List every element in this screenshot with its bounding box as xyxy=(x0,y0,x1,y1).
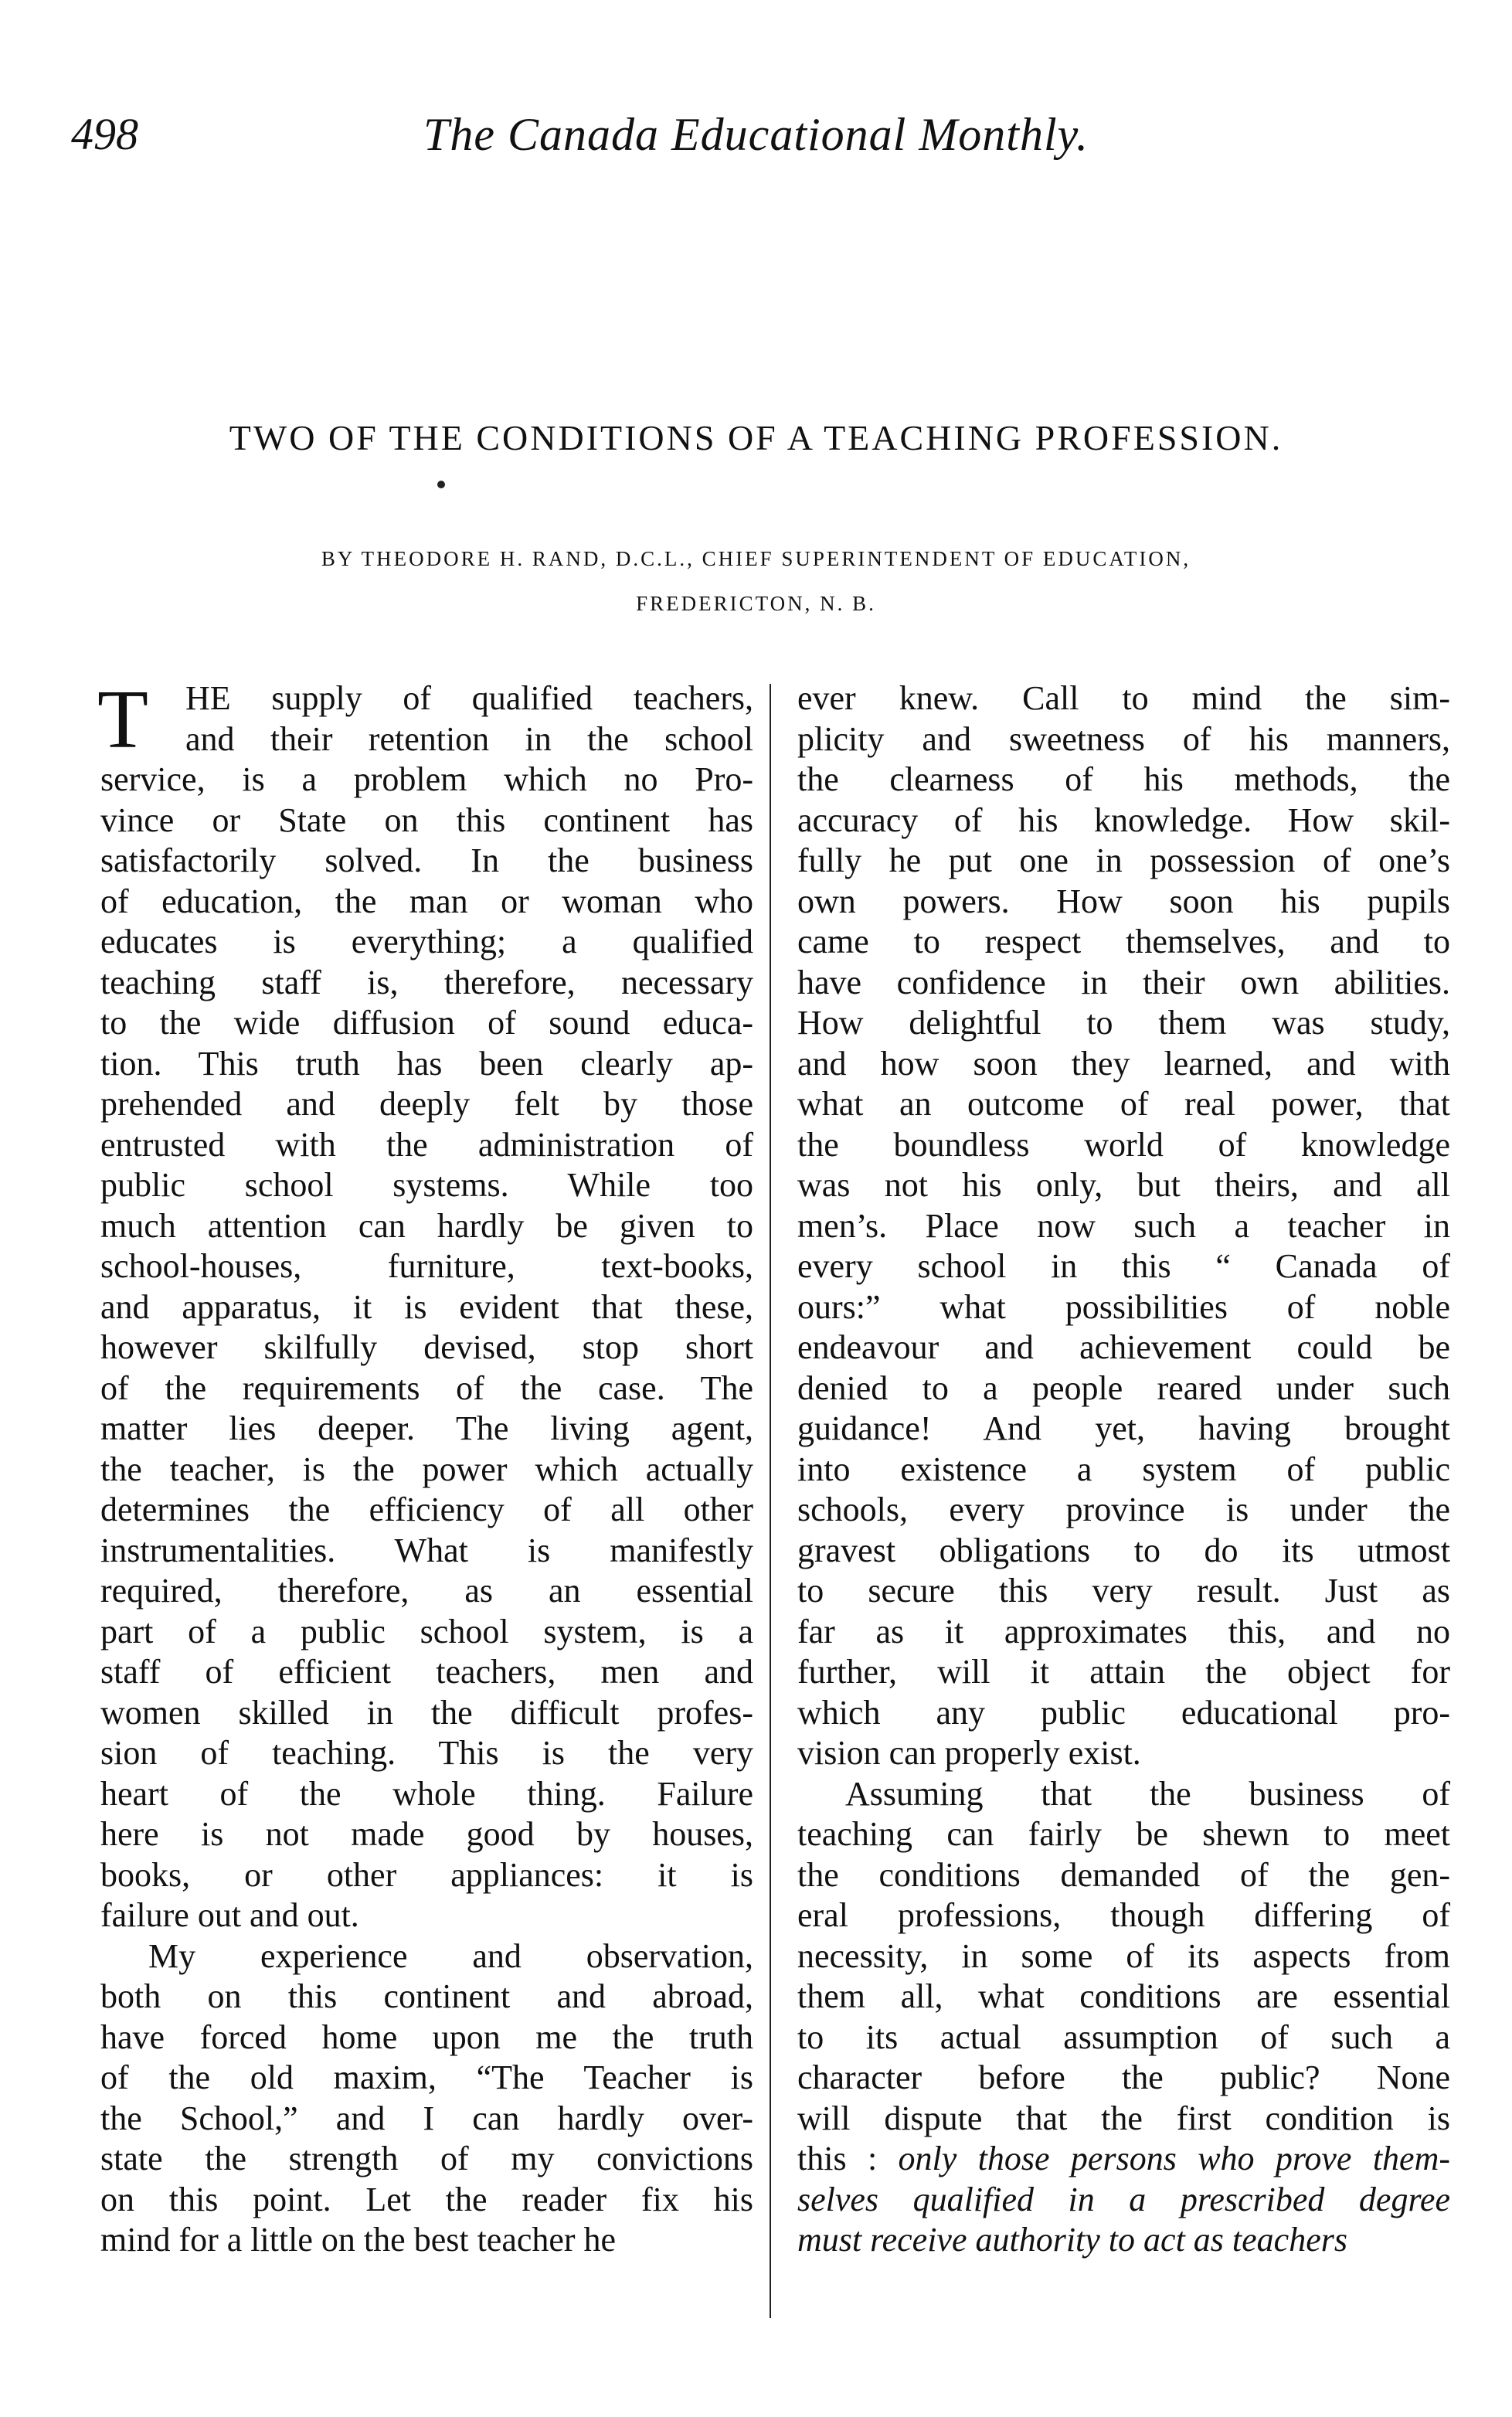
title-ornament-dot xyxy=(437,481,445,488)
text-line: on this point. Let the reader fix his xyxy=(100,2180,753,2218)
text-line: entrusted with the administration of xyxy=(100,1125,753,1164)
text-line: the boundless world of knowledge xyxy=(797,1125,1450,1164)
text-line: much attention can hardly be given to xyxy=(100,1206,753,1245)
text-line: staff of efficient teachers, men and xyxy=(100,1653,753,1691)
text-line: both on this continent and abroad, xyxy=(100,1977,753,2015)
text-line: teaching staff is, therefore, necessary xyxy=(100,963,753,1001)
byline xyxy=(46,536,1466,626)
text-line: public school systems. While too xyxy=(100,1166,753,1204)
text-line: here is not made good by houses, xyxy=(100,1815,753,1853)
text-line: them all, what conditions are essential xyxy=(797,1977,1450,2015)
text-line: vision can properly exist. xyxy=(797,1734,1141,1772)
text-line xyxy=(797,2220,1450,2261)
text-line: and how soon they learned, and with xyxy=(797,1044,1450,1083)
text-line: schools, every province is under the xyxy=(797,1491,1450,1528)
text-line: sion of teaching. This is the very xyxy=(100,1734,753,1772)
italic-text: only those persons who prove them- xyxy=(898,2140,1451,2177)
text-line: My experience and observation, xyxy=(148,1936,753,1975)
text-line: Assuming that the business of xyxy=(845,1774,1450,1813)
text-line: the School,” and I can hardly over- xyxy=(100,2099,753,2137)
text-line: of the old maxim, “The Teacher is xyxy=(100,2058,753,2096)
text-line: eral professions, though differing of xyxy=(797,1896,1450,1934)
text-line: heart of the whole thing. Failure xyxy=(100,1774,753,1813)
text-line: educates is everything; a qualified xyxy=(100,923,753,960)
text-line: tion. This truth has been clearly ap- xyxy=(100,1044,753,1083)
text-line: of the requirements of the case. The xyxy=(100,1368,753,1407)
text-line: satisfactorily solved. In the business xyxy=(100,841,753,879)
byline-author-line: BY THEODORE H. RAND, D.C.L., CHIEF SUPERINTENDENT OF EDUCATION, xyxy=(321,547,1191,570)
text-line: will dispute that the first condition is xyxy=(797,2099,1450,2137)
text-line: ours:” what possibilities of noble xyxy=(797,1287,1450,1326)
text-line: to its actual assumption of such a xyxy=(797,2018,1450,2056)
page-number: 498 xyxy=(71,109,138,159)
italic-text: must receive authority to act as teachers xyxy=(797,2221,1347,2259)
text-line: teaching can fairly be shewn to meet xyxy=(797,1815,1450,1853)
text-line xyxy=(797,2180,1450,2221)
italic-text: selves qualified in a prescribed degree xyxy=(797,2180,1450,2218)
text-line: How delightful to them was study, xyxy=(797,1004,1450,1042)
text-line: and their retention in the school xyxy=(185,719,753,758)
text-line: matter lies deeper. The living agent, xyxy=(100,1409,753,1447)
text-line: own powers. How soon his pupils xyxy=(797,882,1450,920)
text-line: failure out and out. xyxy=(100,1896,359,1934)
text-line: plicity and sweetness of his manners, xyxy=(797,719,1450,758)
text-line: vince or State on this continent has xyxy=(100,801,753,839)
running-head xyxy=(71,108,1441,170)
text-line: endeavour and achievement could be xyxy=(797,1328,1450,1366)
text-line: have forced home upon me the truth xyxy=(100,2018,753,2056)
text-line: instrumentalities. What is manifestly xyxy=(100,1531,753,1569)
text-line: which any public educational pro- xyxy=(797,1693,1450,1732)
text-line: to the wide diffusion of sound educa- xyxy=(100,1004,753,1042)
text-line: women skilled in the difficult profes- xyxy=(100,1693,753,1732)
text-line: books, or other appliances: it is xyxy=(100,1855,753,1894)
text-line: ever knew. Call to mind the sim- xyxy=(797,679,1450,717)
text-line: gravest obligations to do its utmost xyxy=(797,1531,1450,1569)
roman-text: this : xyxy=(797,2140,899,2177)
text-line: the teacher, is the power which actually xyxy=(100,1450,753,1488)
column-divider xyxy=(770,684,771,2318)
text-line: fully he put one in possession of one’s xyxy=(797,841,1450,879)
text-line: came to respect themselves, and to xyxy=(797,923,1450,960)
text-line: of education, the man or woman who xyxy=(100,882,753,920)
text-line: have confidence in their own abilities. xyxy=(797,963,1450,1001)
text-line: men’s. Place now such a teacher in xyxy=(797,1206,1450,1245)
text-line: required, therefore, as an essential xyxy=(100,1572,753,1610)
text-line: guidance! And yet, having brought xyxy=(797,1409,1450,1447)
text-line: the clearness of his methods, the xyxy=(797,760,1450,798)
text-line: state the strength of my convictions xyxy=(100,2140,753,2177)
text-line: the conditions demanded of the gen- xyxy=(797,1855,1450,1894)
text-line: school-houses, furniture, text-books, xyxy=(100,1247,753,1285)
text-line: determines the efficiency of all other xyxy=(100,1491,753,1528)
text-line: service, is a problem which no Pro- xyxy=(100,760,753,798)
text-line: HE supply of qualified teachers, xyxy=(185,679,753,717)
text-column-left xyxy=(97,674,753,2261)
text-line: accuracy of his knowledge. How skil- xyxy=(797,801,1450,839)
text-line: however skilfully devised, stop short xyxy=(100,1328,753,1366)
text-line: character before the public? None xyxy=(797,2058,1450,2096)
text-line: prehended and deeply felt by those xyxy=(100,1085,753,1123)
journal-title: The Canada Educational Monthly. xyxy=(423,109,1089,160)
text-column-right xyxy=(797,678,1450,2261)
text-line: what an outcome of real power, that xyxy=(797,1085,1450,1123)
text-line: further, will it attain the object for xyxy=(797,1653,1450,1691)
text-line: and apparatus, it is evident that these, xyxy=(100,1287,753,1326)
text-line: to secure this very result. Just as xyxy=(797,1572,1450,1610)
text-line: necessity, in some of its aspects from xyxy=(797,1936,1450,1975)
text-line: part of a public school system, is a xyxy=(100,1612,753,1650)
article-title: TWO OF THE CONDITIONS OF A TEACHING PROFESSION. xyxy=(229,418,1283,457)
text-line: was not his only, but theirs, and all xyxy=(797,1166,1450,1204)
text-line: denied to a people reared under such xyxy=(797,1368,1450,1407)
text-line: mind for a little on the best teacher he xyxy=(100,2221,617,2259)
text-line: into existence a system of public xyxy=(797,1450,1450,1488)
text-line xyxy=(797,2139,1450,2180)
drop-cap: T xyxy=(97,674,148,766)
text-line: far as it approximates this, and no xyxy=(797,1612,1450,1650)
byline-location-line: FREDERICTON, N. B. xyxy=(636,592,876,615)
text-line: every school in this “ Canada of xyxy=(797,1247,1450,1285)
